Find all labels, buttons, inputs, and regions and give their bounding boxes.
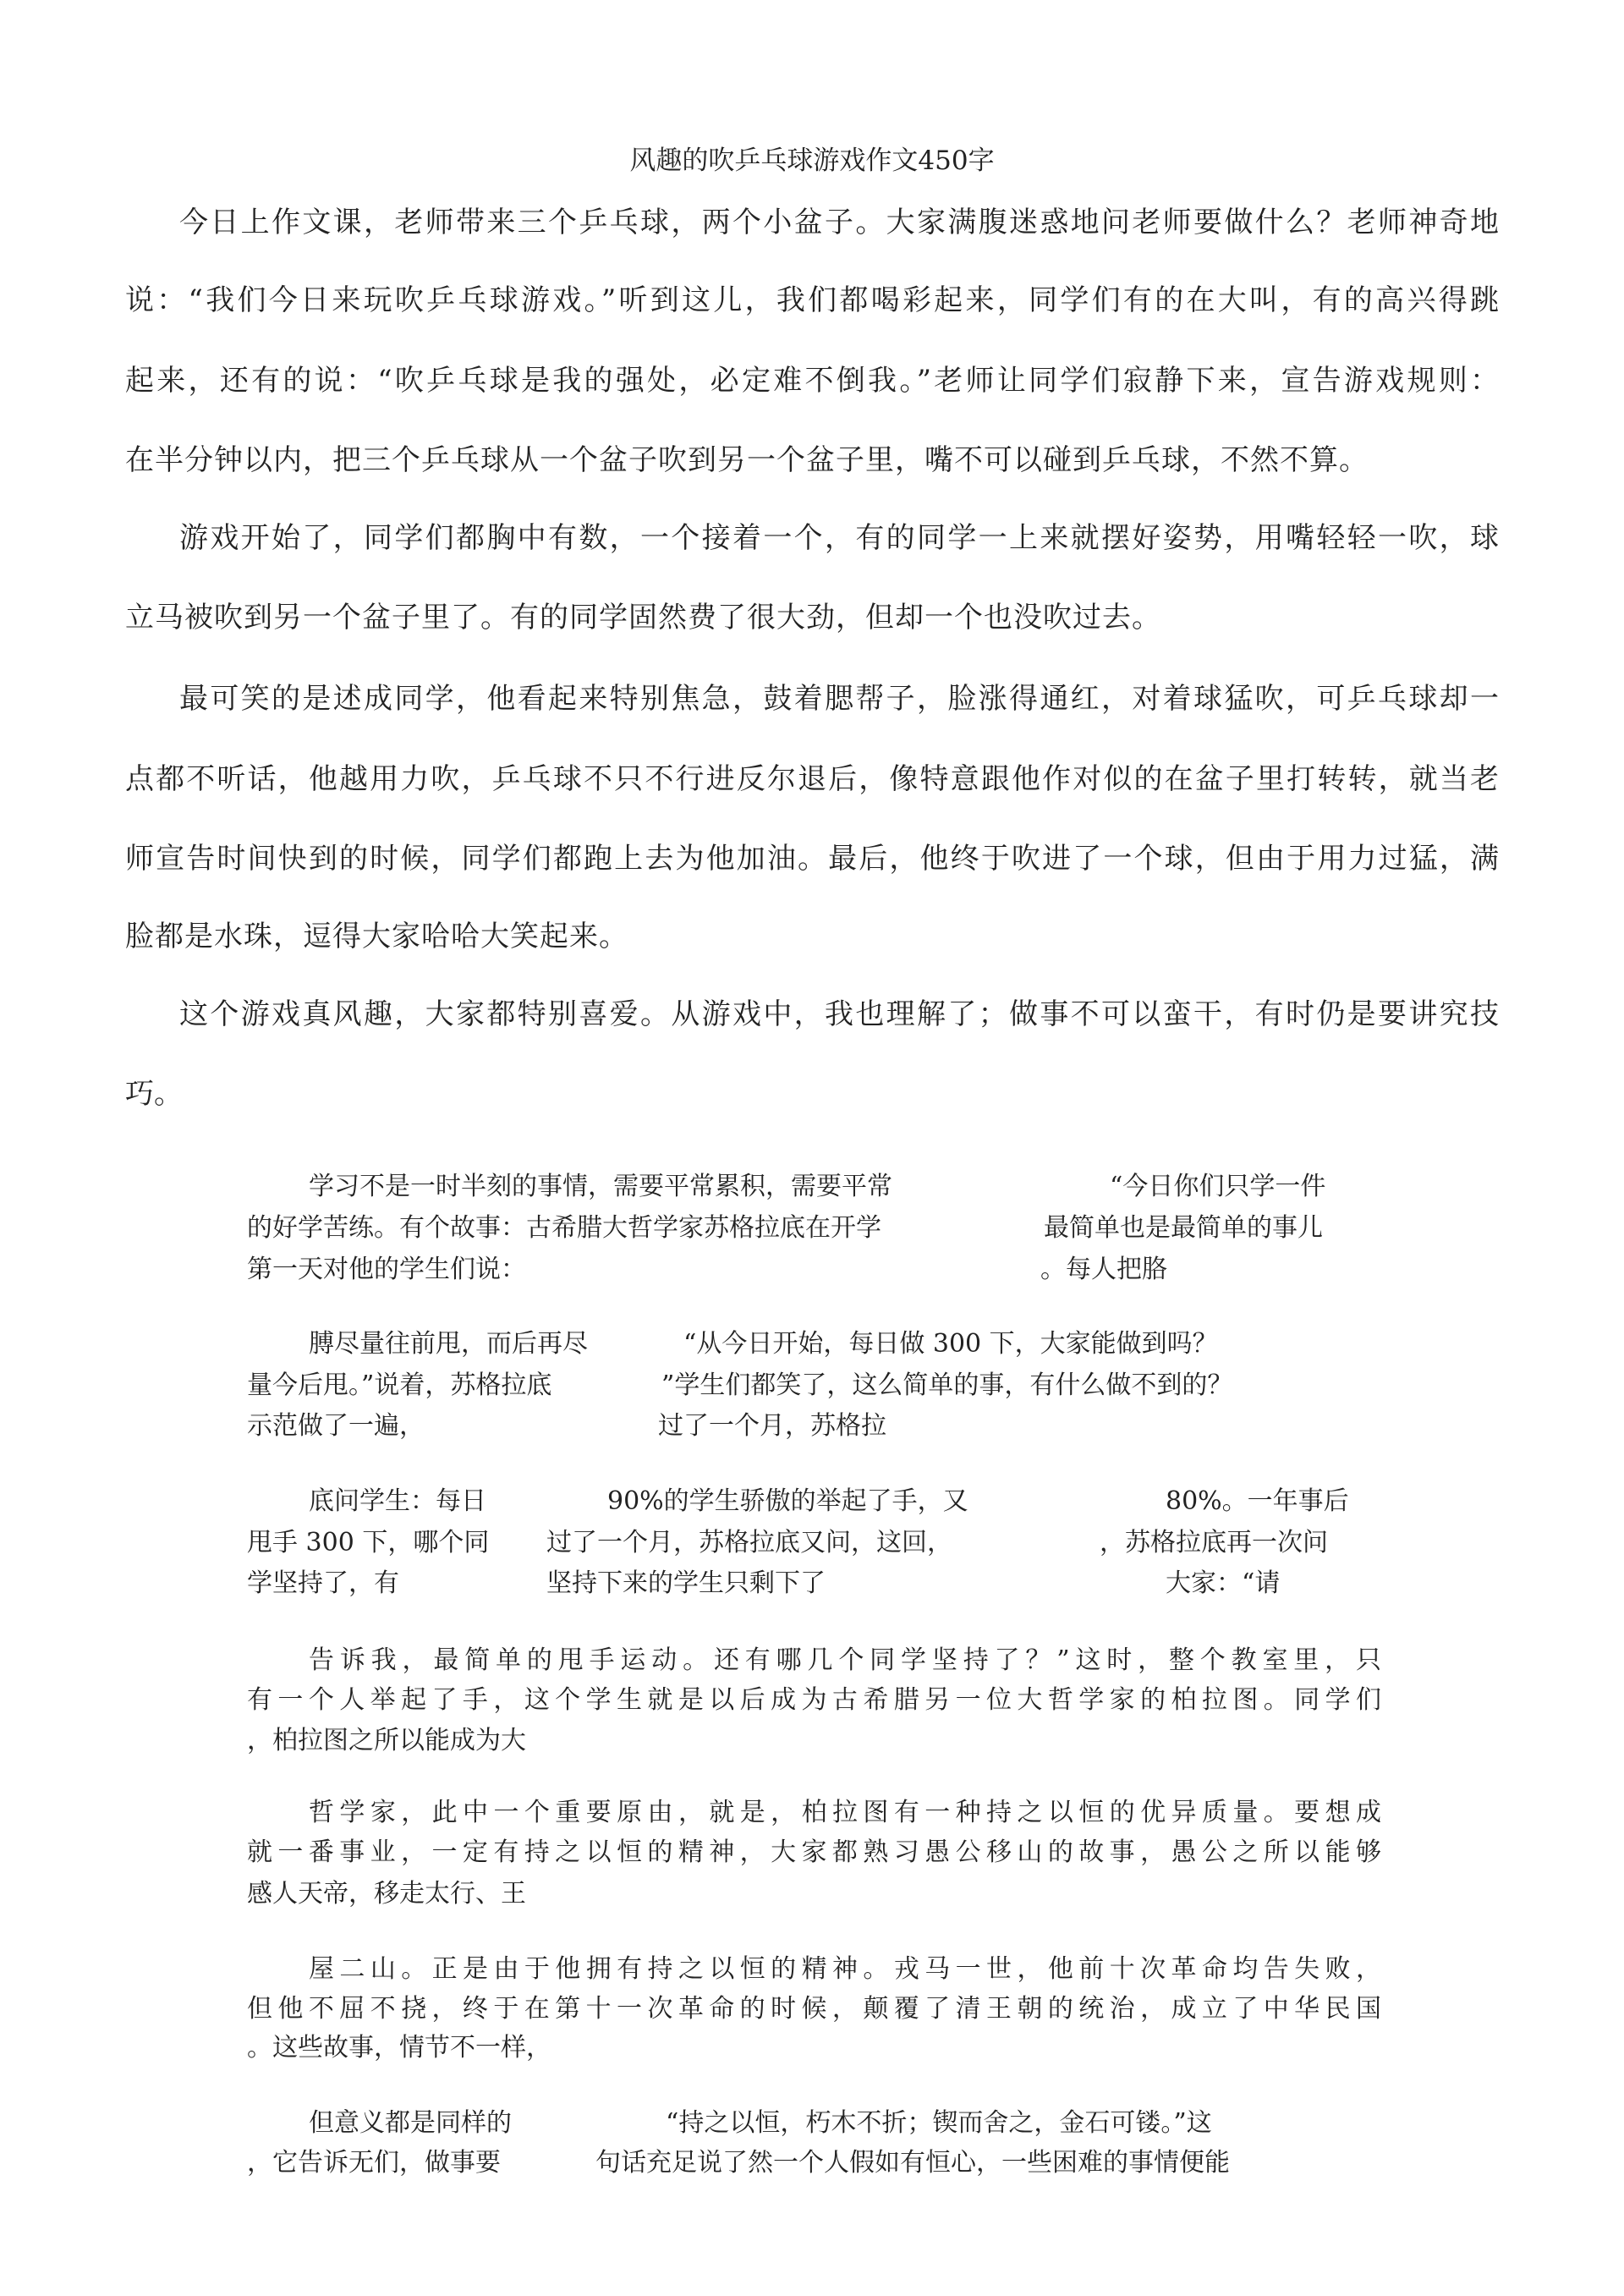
story-text: 甩手 300 下，哪个同 bbox=[247, 1528, 490, 1557]
story-text: 80%。一年事后 bbox=[1166, 1486, 1349, 1516]
story-text: 膊尽量往前甩，而后再尽 bbox=[309, 1329, 588, 1359]
story-text: 但他不屈不挠，终于在第十一次革命的时候，颠覆了清王朝的统治，成立了中华民国 bbox=[247, 1994, 1381, 2024]
essay-line: 点都不听话，他越用力吹，乒乓球不只不行进反尔退后，像特意跟他作对似的在盆子里打转转，就当老 bbox=[125, 762, 1499, 796]
story-text: 就一番事业，一定有持之以恒的精神，大家都熟习愚公移山的故事，愚公之所以能够 bbox=[247, 1837, 1381, 1867]
story-text: 感人天帝，移走太行、王 bbox=[247, 1879, 526, 1909]
story-text: 示范做了一遍， bbox=[247, 1411, 425, 1441]
story-text: 坚持下来的学生只剩下了 bbox=[546, 1568, 826, 1598]
essay-line: 今日上作文课，老师带来三个乒乓球，两个小盆子。大家满腹迷惑地问老师要做什么？老师神奇地 bbox=[179, 206, 1499, 239]
essay-line: 立马被吹到另一个盆子里了。有的同学固然费了很大劲，但却一个也没吹过去。 bbox=[125, 601, 1161, 634]
essay-line: 最可笑的是述成同学，他看起来特别焦急，鼓着腮帮子，脸涨得通红，对着球猛吹，可乒乓球却一 bbox=[179, 682, 1499, 716]
story-text: “从今日开始，每日做 300 下，大家能做到吗？ bbox=[683, 1329, 1218, 1359]
essay-line: 游戏开始了，同学们都胸中有数，一个接着一个，有的同学一上来就摆好姿势，用嘴轻轻一吹，球 bbox=[179, 521, 1499, 555]
story-text: 过了一个月，苏格拉底又问，这回， bbox=[546, 1528, 952, 1557]
story-text: 告诉我，最简单的甩手运动。还有哪几个同学坚持了？”这时，整个教室里，只 bbox=[309, 1645, 1381, 1675]
story-text: 。这些故事，情节不一样， bbox=[247, 2033, 551, 2063]
story-text: 90%的学生骄傲的举起了手，又 bbox=[607, 1486, 968, 1516]
story-text: 大家：“请 bbox=[1166, 1568, 1281, 1598]
story-text: 学坚持了，有 bbox=[247, 1568, 399, 1598]
story-text: ，苏格拉底再一次问 bbox=[1100, 1528, 1328, 1557]
essay-line: 脸都是水珠，逗得大家哈哈大笑起来。 bbox=[125, 920, 628, 953]
story-text: 的好学苦练。有个故事：古希腊大哲学家苏格拉底在开学 bbox=[247, 1213, 881, 1243]
story-text: 屋二山。正是由于他拥有持之以恒的精神。戎马一世，他前十次革命均告失败， bbox=[309, 1954, 1381, 1984]
document-title: 风趣的吹乒乓球游戏作文450字 bbox=[629, 146, 995, 176]
story-text: 哲学家，此中一个重要原由，就是，柏拉图有一种持之以恒的优异质量。要想成 bbox=[309, 1798, 1381, 1827]
story-text: 。每人把胳 bbox=[1040, 1255, 1167, 1284]
essay-line: 师宣告时间快到的时候，同学们都跑上去为他加油。最后，他终于吹进了一个球，但由于用力过猛，满 bbox=[125, 842, 1499, 876]
essay-line: 这个游戏真风趣，大家都特别喜爱。从游戏中，我也理解了；做事不可以蛮干，有时仍是要讲究技 bbox=[179, 997, 1499, 1031]
story-text: ，它告诉无们，做事要 bbox=[247, 2148, 501, 2178]
story-text: ”学生们都笑了，这么简单的事，有什么做不到的？ bbox=[661, 1370, 1233, 1400]
essay-line: 起来，还有的说：“吹乒乓球是我的强处，必定难不倒我。”老师让同学们寂静下来，宣告游戏规则： bbox=[125, 364, 1499, 398]
essay-line: 巧。 bbox=[125, 1077, 183, 1111]
story-text: “今日你们只学一件 bbox=[1110, 1172, 1326, 1201]
story-text: 学习不是一时半刻的事情，需要平常累积，需要平常 bbox=[309, 1172, 892, 1201]
story-text: 最简单也是最简单的事儿 bbox=[1044, 1213, 1323, 1243]
story-text: 第一天对他的学生们说： bbox=[247, 1255, 526, 1284]
story-text: ，柏拉图之所以能成为大 bbox=[247, 1726, 526, 1755]
essay-line: 在半分钟以内，把三个乒乓球从一个盆子吹到另一个盆子里，嘴不可以碰到乒乓球，不然不算。 bbox=[125, 443, 1369, 477]
essay-line: 说：“我们今日来玩吹乒乓球游戏。”听到这儿，我们都喝彩起来，同学们有的在大叫，有的高兴得跳 bbox=[125, 283, 1499, 317]
story-text: 有一个人举起了手，这个学生就是以后成为古希腊另一位大哲学家的柏拉图。同学们 bbox=[247, 1685, 1381, 1715]
story-text: “持之以恒，朽木不折；锲而舍之，金石可镂。”这 bbox=[666, 2108, 1212, 2138]
story-text: 句话充足说了然一个人假如有恒心，一些困难的事情便能 bbox=[595, 2148, 1230, 2178]
story-text: 量今后甩。”说着，苏格拉底 bbox=[247, 1370, 552, 1400]
story-text: 底问学生：每日 bbox=[309, 1486, 486, 1516]
story-text: 过了一个月，苏格拉 bbox=[658, 1411, 886, 1441]
story-text: 但意义都是同样的 bbox=[309, 2108, 512, 2138]
